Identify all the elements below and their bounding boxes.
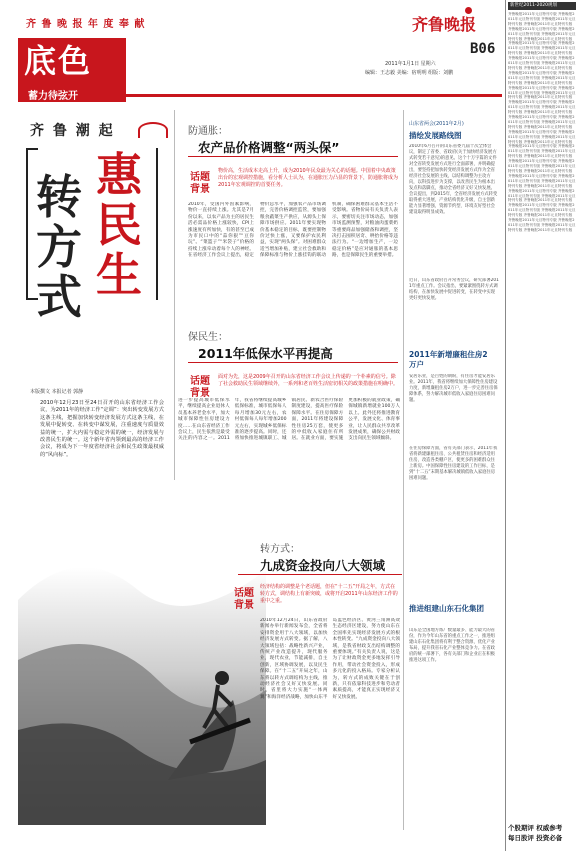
edge-header-bar (508, 2, 576, 10)
feature-header (0, 38, 505, 102)
top-banner (0, 0, 578, 36)
edge-listing: 齐鲁晚报2011年元旦特刊专版 齐鲁晚报2011年元旦特刊专版 齐鲁晚报2011年元旦特刊专版 齐鲁晚报2011年元旦特刊专版 齐鲁晚报2011年元旦特刊专版 齐鲁晚报2011年元旦特刊专版 齐鲁晚报2011年元旦特刊专版 齐鲁晚报2011年元旦特刊专版 齐鲁晚报2011年元旦特刊专版 齐鲁晚报2011年元旦特刊专版 齐鲁晚报2011年元旦特刊专版 齐鲁晚报2011年元旦特刊专版 齐鲁晚报2011年元旦特刊专版 齐鲁晚报2011年元旦特刊专版 齐鲁晚报2011年元旦特刊专版 齐鲁晚报2011年元旦特刊专版 齐鲁晚报2011年元旦特刊专版 齐鲁晚报2011年元旦特刊专版 齐鲁晚报2011年元旦特刊专版 齐鲁晚报2011年元旦特刊专版 齐鲁晚报2011年元旦特刊专版 齐鲁晚报2011年元旦特刊专版 齐鲁晚报2011年元旦特刊专版 齐鲁晚报2011年元旦特刊专版 齐鲁晚报2011年元旦特刊专版 齐鲁晚报2011年元旦特刊专版 齐鲁晚报2011年元旦特刊专版 齐鲁晚报2011年元旦特刊专版 齐鲁晚报2011年元旦特刊专版 齐鲁晚报2011年元旦特刊专版 齐鲁晚报2011年元旦特刊专版 齐鲁晚报2011年元旦特刊专版 齐鲁晚报2011年元旦特刊专版 齐鲁晚报2011年元旦特刊专版 齐鲁晚报2011年元旦特刊专版 齐鲁晚报2011年元旦特刊专版 齐鲁晚报2011年元旦特刊专版 齐鲁晚报2011年元旦特刊专版 齐鲁晚报2011年元旦特刊专版 齐鲁晚报2011年元旦特刊专版 齐鲁晚报2011年元旦特刊专版 齐鲁晚报2011年元旦特刊专版 齐鲁晚报2011年元旦特刊专版 齐鲁晚报2011年元旦特刊专版 齐鲁晚报2011年元旦特刊专版 齐鲁晚报2011年元旦特刊专版 齐鲁晚报2011年元旦特刊专版 齐鲁晚报2011年元旦特刊专版 齐鲁晚报2011年元旦特刊专版 齐鲁晚报2011年元旦特刊专版 齐鲁晚报2011年元旦特刊专版 齐鲁晚报2011年元旦特刊专版 齐鲁晚报2011年元旦特刊专版 齐鲁晚报2011年元旦特刊专版 齐鲁晚报2011年元旦特刊专版 齐鲁晚报2011年元旦特刊专版 齐鲁晚报2011年元旦特刊专版 齐鲁晚报2011年元旦特刊专版 齐鲁晚报2011年元旦特刊专版 齐鲁晚报2011年元旦特刊专版 (508, 12, 576, 232)
feature-subtitle-bar (18, 86, 126, 102)
lead-summary: 2010年12月23日至24日召开的山东省经济工作会议，为2011年的经济工作“定调”：突出转变发展方式这条主线，把握加快转变经济发展方式这条主线，在发展中促转变、在转变中谋发展，注重速度与质量效益的统一，扩大内需与稳定外需的统一，经济发展与改善民生的统一。这个新年省内领到最高的经济工作会议，将成为下一年度省经济社会和民生政策最权威的“风向标”。 (40, 400, 164, 458)
brand-seal-icon (465, 7, 472, 14)
series-title: 齐 鲁 潮 起 (30, 123, 115, 139)
story3-section: 转方式： (260, 544, 300, 555)
story3-headline: 九成资金投向八大领域 (260, 558, 386, 573)
lead-column (18, 110, 170, 480)
big-char-hui: 惠 (96, 148, 142, 202)
sidebar-para-4: 在住房保障方面，省有关部门表示，2011年我省将新建廉租住房、公共租赁住房和经济适用住房，改造各类棚户区，使更多的困难群众住上新房。中国保障性住房建设的工作目标，是到“十二五”末期基本解决城镇低收入家庭住房困难问题。 (409, 446, 498, 481)
bracket-left (26, 148, 28, 300)
story-inflation (178, 110, 400, 332)
sidebar-header: 山东省两会(2011年2月) (409, 121, 464, 127)
banner-text: 齐 鲁 晚 报 年 度 奉 献 (26, 19, 146, 30)
story1-section: 防通胀： (188, 126, 228, 137)
feature-title-block (18, 38, 126, 86)
sidebar-heading-3: 推进组建山东石化集团 (409, 604, 489, 614)
edge-footer-2: 每日股评 投资必备 (508, 834, 563, 842)
masthead-brand: 齐鲁晚报 (412, 15, 477, 34)
decor-arc-icon (138, 122, 168, 138)
bracket-top (26, 148, 38, 150)
big-char-min: 民 (96, 198, 142, 252)
story1-tag: 话题背景 (190, 172, 210, 195)
story2-headline: 2011年低保水平再提高 (198, 346, 333, 361)
sidebar-para-1: 2010年6月召开的山东省委九届十次全体会议，制定了省委、省政府(关于加快经济发展方式转变若干意见)的意见。这个十万字篇的文件对全省转变发展方式进行全面部署，并明确提出，要坚持把加快转变经济发展方式作为全省经济社会发展的主线，以结构调整为主攻方向，以科技进步为支撑，以改善民生为根本出发点和落脚点，推动全省经济又好又快发展。会议提出，到2015年，全省经济发展方式转变取得重大进展，产业结构优化升级，自主创新能力显著增强，资源节约型、环境友好型社会建设取得明显成效。 (409, 144, 498, 215)
story1-background: 物价高，生活成本走高上升，成为2010年民众最为关心的话题。中国着中央政策出台的宏观调控措施，看分析人士认为，在通胀压力凸显的背景下，防通胀将成为2011年宏观调控的首要任务。 (218, 168, 399, 188)
edge-footer-1: 个股期评 权威参考 (508, 824, 563, 832)
story2-tag: 话题背景 (190, 376, 210, 399)
sidebar-heading-2: 2011年新增廉租住房2万户 (409, 350, 488, 369)
edge-header: 新世纪2011-2020规划 (510, 3, 558, 8)
story3-background: 经济结构的调整是个老话题，但在“十二五”开局之年，方式在转方式，调结构上有新突破，或将开启2011年山东经济工作的重中之重。 (260, 584, 398, 604)
story-transformation (234, 540, 402, 830)
big-char-zhuan: 转 (36, 170, 82, 224)
header-rule (126, 94, 502, 97)
edge-column (505, 0, 579, 851)
bracket-right (156, 148, 158, 300)
sidebar-para-2: 近日，山东省政府召开常务会议，研究部署2011年重点工作。会议指出，要紧紧围绕转方式调结构，在加快发展中促进转变，在转变中实现更好更快发展。 (409, 278, 499, 301)
feature-subtitle: 蓄力待弦开 (28, 91, 78, 102)
editors-line: 编辑：王志毅 美编：宿明明 组版：刘鹏 (365, 70, 454, 76)
story3-tag: 话题背景 (234, 588, 254, 611)
story1-rule (188, 156, 398, 157)
page-number: B06 (470, 41, 496, 57)
story3-rule (238, 574, 402, 575)
story1-body: 2010年，受国内外因素影响，物价一直持续上涨。尤其是7月份以来，以农产品为主的居民生活必需品价格上涨较快，CPI上涨速度有所加快，有的甚至已成为市民口中的“蒜你狠”“豆你玩”。“菜篮子”“米袋子”价格的持续上涨牵动着每个人的神经。在省经济工作会议上提出，稳定物价总水平，加强农产品市场调控，完善价格调控监管，要加强粮食蔬菜生产供应，从源头上保障市场供应。2011年要实现物价基本稳定的目标，既要控制物价过快上涨，又要保护农民利益，实现“两头保”。对困难群众适当增加补贴，建立社会救助和保障标准与物价上涨挂钩的联动机制，确保困难群众基本生活不受影响。省物价局有关负责人表示，要密切关注市场动态，加强市场监测预警，对粮油肉蛋菜奶等重要商品加强储备和调控，坚决打击囤积居奇、哄抬价格等违法行为。“一边增加生产，一边稳定价格”是应对通胀的基本思路，也是保障民生的重要举措。 (188, 202, 398, 259)
story2-body: 进一步提高城市低保水平，继续提高企业退休人员基本养老金水平，加大城市保障性住房建设力度……在山东省经济工作会议上，民生依然是最受关注的内容之一。2011年，我省将继续提高城乡低保标准，城市低保每人每月增加30元左右，农村低保每人每年增加200元左右，实现城乡低保标准的逐步提高。同时，还将加快推进城镇职工、城镇居民、新农合医疗保险制度建设，提高医疗保险保障水平。在住房保障方面，2011年将建设保障性住房25万套，使更多的中低收入家庭住有所居。在就业方面，要实施更加积极的就业政策，确保城镇新增就业100万人以上。此外还将推进教育公平，发展文化、体育事业，让人民群众共享改革发展成果，确保公共财政支出向民生领域倾斜。 (178, 398, 400, 442)
sidebar-para-5: 山东是全国地方炼厂数量最多、能力最大的省份，作为今年山东省的重点工作之一，推进组建山东石化集团将有利于整合资源，优化产业布局，提升我省石化产业整体竞争力。在省政府的统一部署下，各有关部门和企业正在积极推进这项工作。 (409, 628, 495, 663)
sidebar-heading-1: 描绘发展路线图 (409, 131, 462, 140)
date-line: 2011年1月1日 星期六 (385, 61, 436, 67)
big-char-shi: 式 (36, 270, 82, 324)
story2-rule (188, 362, 398, 363)
sidebar-para-3: 安居乐业，是百姓的期盼，有住房才能安居乐业。2011年，我省将继续加大保障性住房建设力度，新增廉租住房2万户，进一步完善住房保障体系，努力解决城市低收入家庭住房困难问题。 (409, 374, 498, 403)
story1-headline: 农产品价格调整“两头保” (198, 140, 340, 155)
story2-background: 面对为先，这是2009年召开的山东省经济工作会议上传递的一个朴素的信号。除了社会救助民生领域继续外，一系列和老百姓生活密切相关的政策措施在明确中。 (218, 374, 399, 387)
byline: 本版撰文 本报记者 郭静 (30, 389, 84, 395)
big-char-fang: 方 (36, 220, 82, 274)
story2-section: 保民生： (188, 332, 228, 343)
big-char-sheng: 生 (96, 248, 142, 302)
sidebar (407, 110, 501, 830)
feature-title: 底色 (24, 42, 93, 80)
story3-body: 2010年12月24日，山东省政府新闻办举行新闻发布会，全省将安排资金用于八大领域，以加快经济发展方式转变。据了解，八大领域包括：战略性新兴产业，传统产业改造提升，现代服务业，现代农业，节能减排，自主创新，区域协调发展，以及民生保障。在“十二五”开局之年，山东将以转方式调结构为主线，推动经济社会又好又快发展。同时，省里将大力实施“一体两翼”和海洋经济战略，加快山东半岛蓝色经济区、黄河三角洲高效生态经济区建设，努力使山东在全国率先实现经济发展方式的根本性转变。“九成资金投向八大领域，是我省财政支出结构调整的重要体现。”有关负责人说，这是为了让财政资金更多地发挥引导作用，带动社会资金投入，形成多元化的投入格局。专家分析认为，转方式的成败关键在于创新，只有依靠科技进步和劳动者素质提高，才能真正实现经济又好又快发展。 (260, 618, 400, 700)
